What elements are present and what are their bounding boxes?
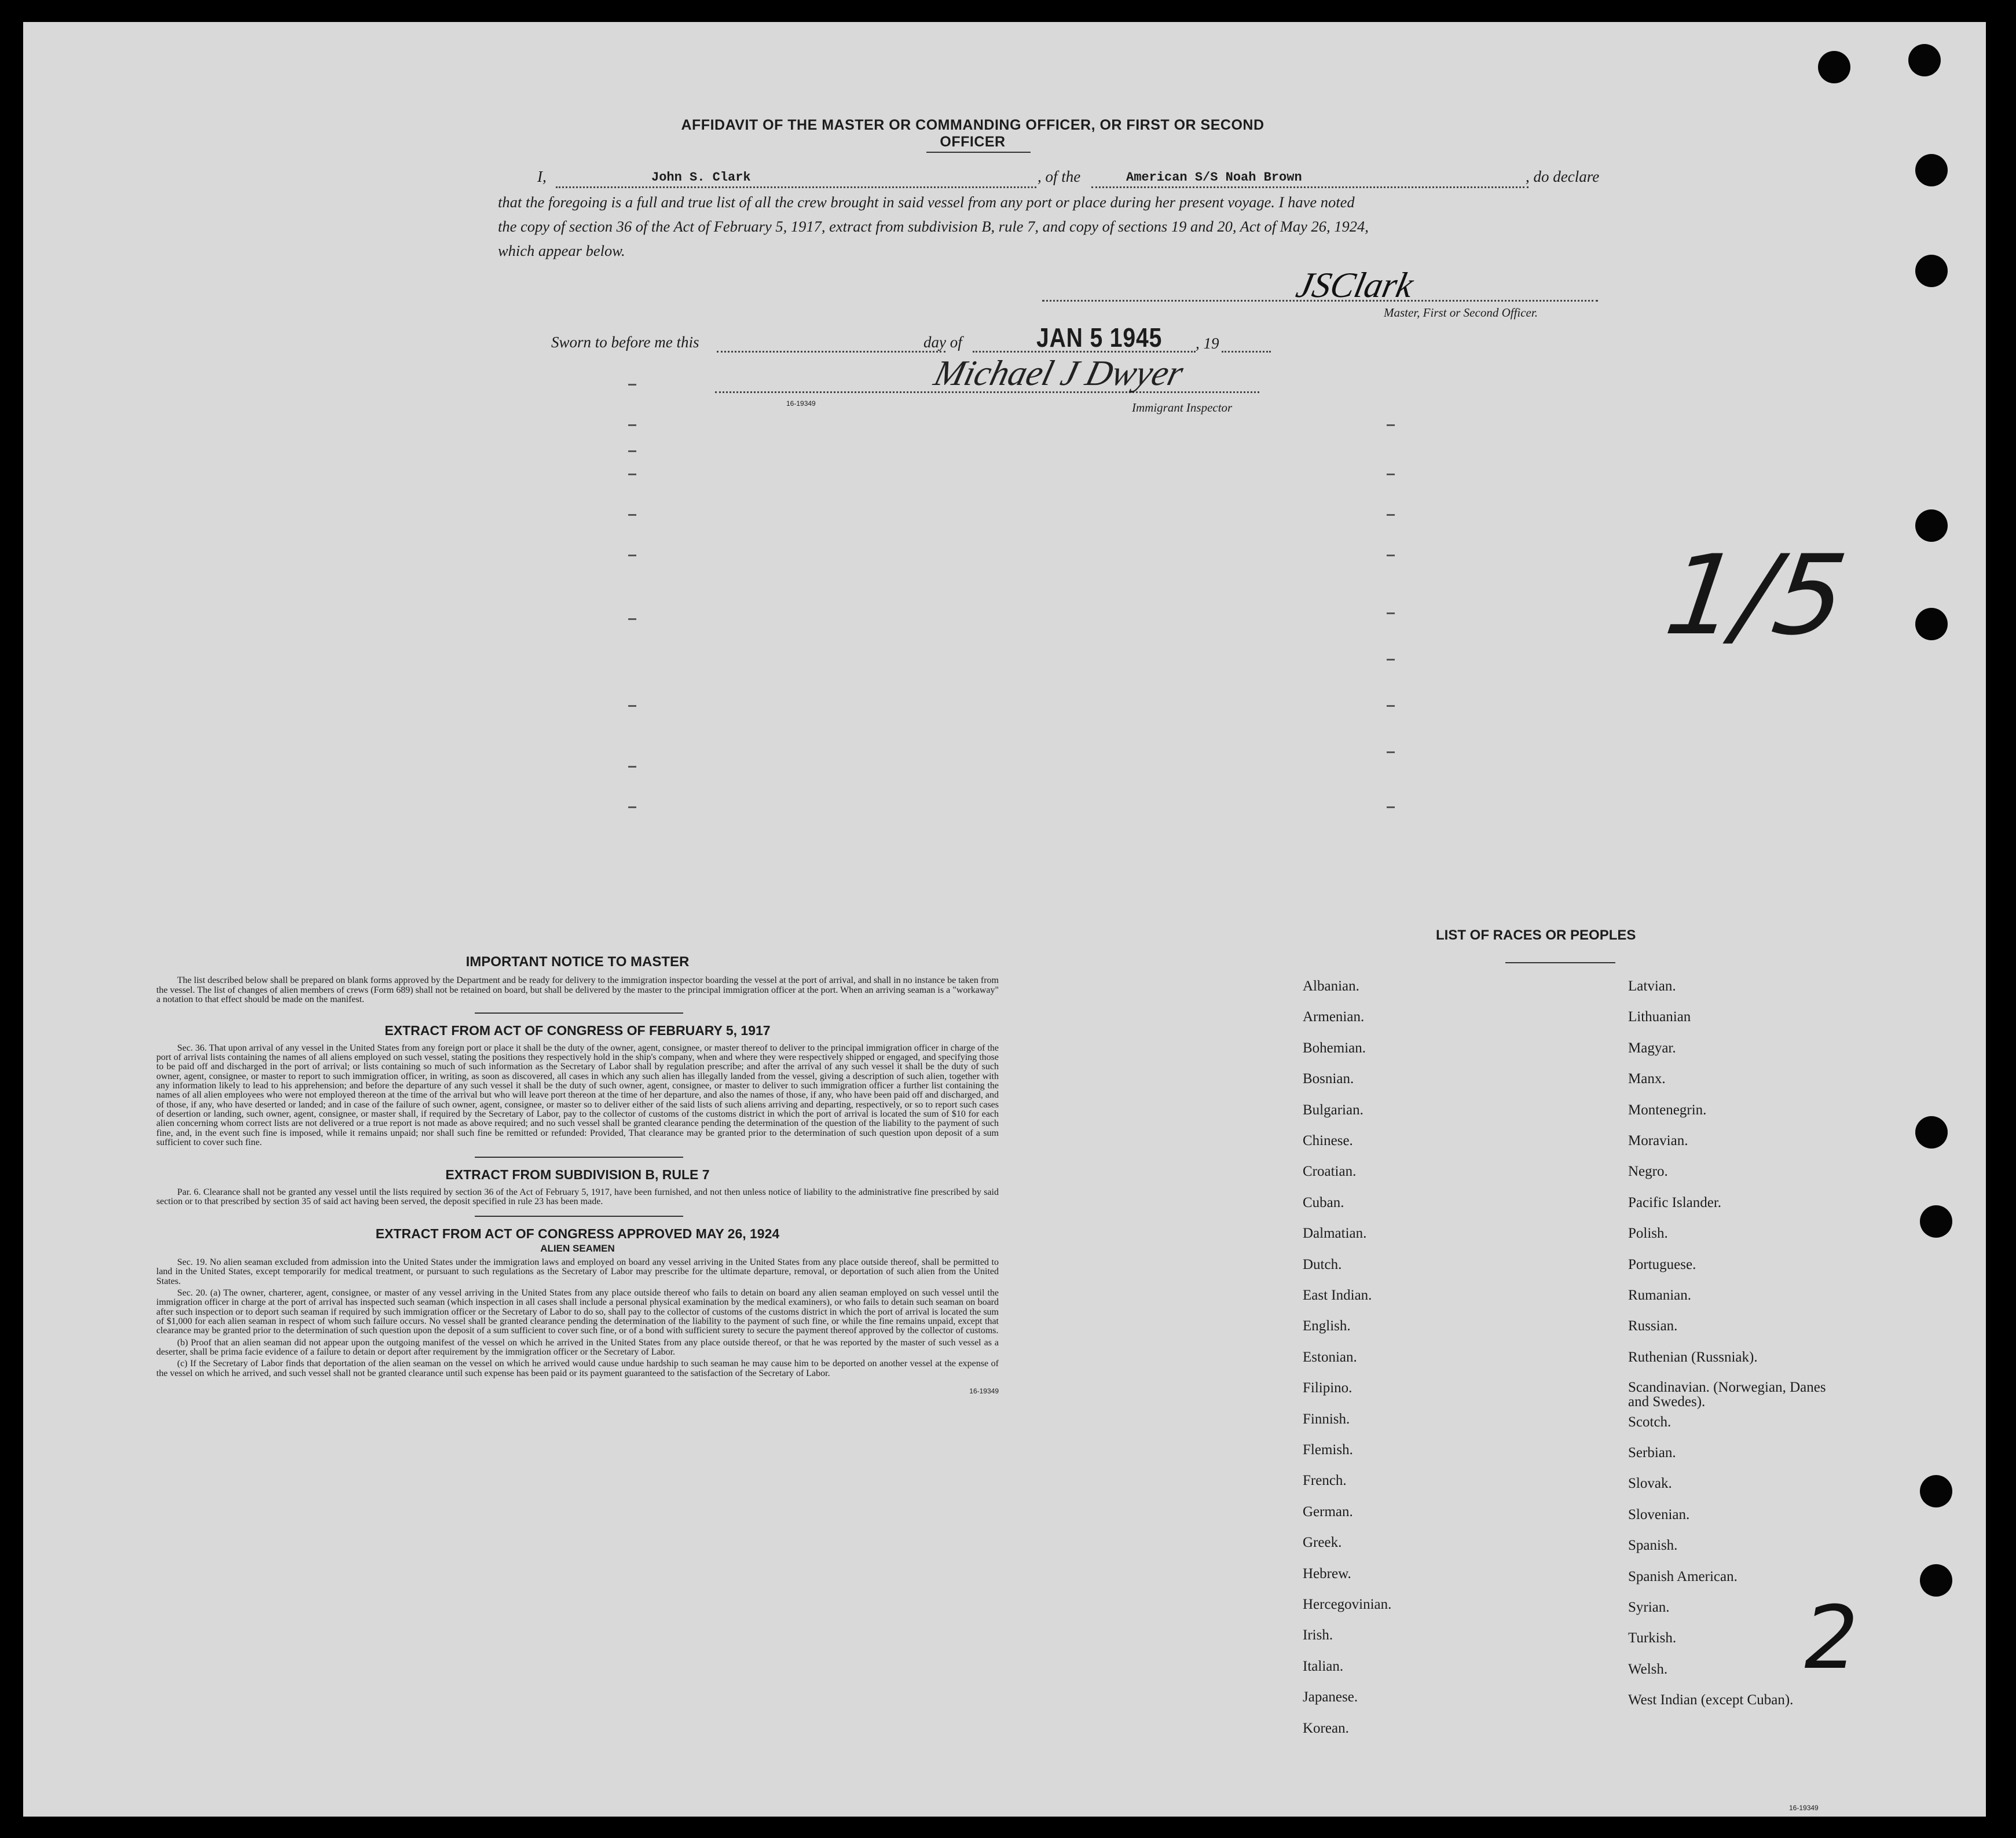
- race-item: Lithuanian: [1628, 1009, 1691, 1025]
- race-item: Slovak.: [1628, 1476, 1672, 1492]
- race-item: Ruthenian (Russniak).: [1628, 1349, 1758, 1365]
- do-declare-label: , do declare: [1526, 168, 1600, 185]
- race-item: Albanian.: [1303, 978, 1359, 994]
- race-item: Polish.: [1628, 1226, 1668, 1242]
- notice-section: [156, 955, 999, 1395]
- punch-hole: [1915, 509, 1948, 542]
- race-item: Estonian.: [1303, 1349, 1357, 1365]
- margin-dash: [1387, 705, 1395, 707]
- race-item: Armenian.: [1303, 1009, 1365, 1025]
- punch-hole: [1915, 154, 1948, 186]
- race-item: Korean.: [1303, 1720, 1349, 1736]
- of-the-label: , of the: [1038, 168, 1081, 185]
- vessel-name: American S/S Noah Brown: [1126, 170, 1302, 185]
- punch-hole: [1915, 608, 1948, 640]
- race-item: Spanish.: [1628, 1538, 1678, 1554]
- punch-hole: [1818, 51, 1850, 83]
- race-item: Serbian.: [1628, 1445, 1676, 1461]
- race-item: Greek.: [1303, 1535, 1342, 1551]
- notice-title: IMPORTANT NOTICE TO MASTER: [465, 954, 690, 970]
- name-line: [556, 186, 1036, 188]
- race-item: Italian.: [1303, 1658, 1344, 1674]
- margin-dash: [628, 424, 636, 426]
- punch-hole: [1908, 44, 1941, 76]
- race-item: Dutch.: [1303, 1256, 1342, 1272]
- i-label: I,: [537, 168, 547, 185]
- race-item: Irish.: [1303, 1627, 1333, 1643]
- race-item: Bosnian.: [1303, 1071, 1354, 1087]
- punch-hole: [1920, 1564, 1952, 1597]
- notice-rule-3: [475, 1216, 683, 1217]
- handwritten-page-mark: 1/5: [1658, 531, 1854, 659]
- master-name: John S. Clark: [651, 170, 751, 185]
- race-item: Slovenian.: [1628, 1506, 1690, 1523]
- race-item: Spanish American.: [1628, 1568, 1738, 1584]
- punch-hole: [1915, 255, 1948, 287]
- sec20c-body: (c) If the Secretary of Labor finds that deportation of the alien seaman on the vessel on which he arrived would cause undue hardship to such seaman he may cause him to be deported on another vessel at the expense of the vessel on which he arrived, and such vessel shall not be granted clearance until such expense has been paid or its payment guaranteed to the satisfaction of the Secretary of Labor.: [156, 1359, 999, 1378]
- margin-dash: [628, 514, 636, 516]
- extract3-subtitle: ALIEN SEAMEN: [540, 1242, 615, 1254]
- affidavit-line-3: which appear below.: [498, 242, 625, 259]
- extract1-body: Sec. 36. That upon arrival of any vessel in the United States from any foreign port or place it shall be the duty of the owner, agent, consignee, or master thereof to deliver to the principal immigration officer in charge of the port of arrival lists containing the names of all aliens employed on such vessel, stating the positions they respectively hold in the ship's company, when and where they were respectively shipped or engaged, and specifying those to be paid off and discharged in the port of arrival; or lists containing so much of such information as the Secretary of Labor shall by regulation prescribe; and after the arrival of any such vessel it shall be the duty of such owner, agent, consignee, or master to report to such immigration officer, in writing, as soon as discovered, all cases in which any such alien has illegally landed from the vessel, giving a description of such alien, together with any information likely to lead to his apprehension; and before the departure of any such vessel it shall be the duty of such owner, agent, consignee, or master to deliver to such immigration officer a further list containing the names of all alien employees who were not employed thereon at the time of the arrival but who will leave port thereon at the time of her departure, and also the names of those, if any, who have been paid off and discharged, and of those, if any, who have deserted or landed; and in case of the failure of such owner, agent, consignee, or master so to deliver either of the said lists of such aliens arriving and departing, respectively, or so to report such cases of desertion or landing, such owner, agent, consignee, or master shall, if required by the Secretary of Labor, pay to the collector of customs of the customs district in which the port of arrival is located the sum of $10 for each alien concerning whom correct lists are not delivered or a true report is not made as above required; and no such vessel shall be granted clearance pending the determination of the question of the liability to the payment of such fine, and, in the event such fine is imposed, while it remains unpaid; nor shall such fine be remitted or refunded: Provided, That clearance may be granted prior to the determination of such question upon deposit of a sum sufficient to cover such fine.: [156, 1043, 999, 1147]
- punch-hole: [1920, 1475, 1952, 1507]
- margin-dash: [1387, 806, 1395, 808]
- margin-dash: [628, 766, 636, 768]
- race-item: Montenegrin.: [1628, 1102, 1707, 1118]
- extract1-title: EXTRACT FROM ACT OF CONGRESS OF FEBRUARY 5, 1917: [384, 1023, 771, 1039]
- race-item: Croatian.: [1303, 1164, 1357, 1180]
- title-rule: [926, 152, 1031, 153]
- extract3-title: EXTRACT FROM ACT OF CONGRESS APPROVED MAY 26, 1924: [375, 1226, 780, 1242]
- year-line: [1222, 351, 1271, 353]
- margin-dash: [1387, 612, 1395, 614]
- race-item: Turkish.: [1628, 1630, 1677, 1646]
- margin-dash: [628, 474, 636, 475]
- race-item: East Indian.: [1303, 1287, 1372, 1303]
- sworn-day-line: [717, 351, 945, 353]
- handwritten-corner-mark: 2: [1794, 1588, 1868, 1689]
- extract2-title: EXTRACT FROM SUBDIVISION B, RULE 7: [445, 1167, 710, 1183]
- date-stamp: JAN 5 1945: [1036, 322, 1163, 353]
- race-item: Scandinavian. (Norwegian, Danes and Swedes).: [1628, 1380, 1826, 1410]
- race-item: Bohemian.: [1303, 1040, 1366, 1056]
- margin-dash: [628, 384, 636, 386]
- race-item: Russian.: [1628, 1318, 1678, 1334]
- race-item: Magyar.: [1628, 1040, 1676, 1056]
- master-signature: JSClark: [1292, 266, 1417, 305]
- vessel-line: [1091, 186, 1529, 188]
- form-sheet: [23, 22, 1986, 1817]
- race-item: West Indian (except Cuban).: [1628, 1692, 1794, 1708]
- race-item: Japanese.: [1303, 1689, 1358, 1705]
- punch-hole: [1920, 1205, 1952, 1238]
- race-item: Dalmatian.: [1303, 1226, 1367, 1242]
- sec20b-body: (b) Proof that an alien seaman did not appear upon the outgoing manifest of the vessel on which he arrived in the United States from any place outside thereof, or that he was reported by the master of such vessel as a deserter, shall be prima facie evidence of a failure to detain or deport after requirement by the immigration officer or the Secretary of Labor.: [156, 1337, 999, 1357]
- race-item: Scotch.: [1628, 1414, 1672, 1430]
- margin-dash: [1387, 424, 1395, 426]
- margin-dash: [628, 806, 636, 808]
- race-item: Latvian.: [1628, 978, 1676, 994]
- margin-dash: [628, 705, 636, 707]
- margin-dash: [1387, 555, 1395, 556]
- sec20a-body: Sec. 20. (a) The owner, charterer, agent, consignee, or master of any vessel arriving in the United States from any place outside thereof who fails to detain on board any alien seaman employed on such vessel until the immigration officer in charge at the port of arrival has inspected such seaman (which inspection in all cases shall include a personal physical examination by the medical examiners), or who fails to detain such seaman on board after such inspection or to deport such seaman if required by such immigration officer or the Secretary of Labor to do so, shall pay to the collector of customs of the customs district in which the port of arrival is located the sum of $1,000 for each alien seaman in respect of whom such failure occurs. No vessel shall be granted clearance pending the determination of the liability to the payment of such fine, or while the fine remains unpaid, except that clearance may be granted prior to the determination of such question upon the deposit of a sum sufficient to cover such fine, or of a bond with sufficient surety to secure the payment thereof approved by the collector of customs.: [156, 1288, 999, 1336]
- race-item: Cuban.: [1303, 1194, 1344, 1210]
- margin-dash: [1387, 474, 1395, 475]
- margin-dash: [1387, 659, 1395, 661]
- notice-form-no: 16-19349: [969, 1386, 999, 1395]
- race-item: Bulgarian.: [1303, 1102, 1363, 1118]
- race-item: Chinese.: [1303, 1133, 1353, 1149]
- sworn-label: Sworn to before me this: [551, 333, 699, 351]
- margin-dash: [628, 555, 636, 556]
- punch-hole: [1915, 1116, 1948, 1149]
- affidavit-line-2: the copy of section 36 of the Act of February 5, 1917, extract from subdivision B, rule 7, and copy of sections 19 and 20, Act of May 26, 1924,: [498, 218, 1369, 235]
- race-item: Hebrew.: [1303, 1565, 1351, 1582]
- race-item: Negro.: [1628, 1164, 1668, 1180]
- signer-role: Master, First or Second Officer.: [1384, 306, 1538, 320]
- inspector-signature: Michael J Dwyer: [930, 354, 1187, 393]
- races-title: LIST OF RACES OR PEOPLES: [1436, 927, 1636, 943]
- race-item: Portuguese.: [1628, 1256, 1696, 1272]
- affidavit-form-no: 16-19349: [786, 399, 816, 408]
- race-item: Filipino.: [1303, 1380, 1352, 1396]
- affidavit-title: AFFIDAVIT OF THE MASTER OR COMMANDING OFFICER, OR FIRST OR SECOND OFFICER: [681, 117, 1264, 150]
- race-item: Pacific Islander.: [1628, 1194, 1722, 1210]
- race-item: Flemish.: [1303, 1442, 1353, 1458]
- notice-body: The list described below shall be prepared on blank forms approved by the Department and be ready for delivery to the immigration inspector boarding the vessel at the port of arrival, and shall in no instance be taken from the vessel. The list of changes of alien members of crews (Form 689) shall not be retained on board, but shall be delivered by the master to the principal immigration officer at the port. When an arriving seaman is a "workaway" a notation to that effect should be made on the manifest.: [156, 975, 999, 1005]
- race-item: Hercegovinian.: [1303, 1597, 1392, 1612]
- race-item: Syrian.: [1628, 1599, 1670, 1615]
- race-item: French.: [1303, 1473, 1347, 1489]
- margin-dash: [1387, 751, 1395, 753]
- year-suffix: , 19: [1196, 335, 1219, 352]
- inspector-role: Immigrant Inspector: [1132, 401, 1233, 414]
- sec19-body: Sec. 19. No alien seaman excluded from admission into the United States under the immigration laws and employed on board any vessel arriving in the United States from any place outside thereof, shall be permitted to land in the United States, except temporarily for medical treatment, or pursuant to such regulations as the Secretary of Labor may prescribe for the ultimate departure, removal, or deportation of such alien from the United States.: [156, 1257, 999, 1286]
- margin-dash: [628, 618, 636, 620]
- margin-dash: [1387, 514, 1395, 516]
- notice-rule-1: [475, 1012, 683, 1014]
- races-rule: [1505, 962, 1615, 963]
- race-item: English.: [1303, 1318, 1351, 1334]
- race-item: Welsh.: [1628, 1661, 1668, 1677]
- race-item: Rumanian.: [1628, 1287, 1692, 1303]
- race-item: Manx.: [1628, 1071, 1666, 1087]
- race-item: Finnish.: [1303, 1411, 1350, 1427]
- race-item: German.: [1303, 1503, 1353, 1520]
- race-item: Moravian.: [1628, 1133, 1688, 1149]
- races-form-no: 16-19349: [1789, 1804, 1819, 1812]
- day-of-label: day of: [923, 333, 962, 351]
- margin-dash: [628, 450, 636, 452]
- extract2-body: Par. 6. Clearance shall not be granted any vessel until the lists required by section 36 of the Act of February 5, 1917, have been furnished, and not then unless notice of liability to the administrative fine prescribed by said section or to that prescribed by section 35 of said act having been served, the deposit specified in rule 23 has been made.: [156, 1187, 999, 1207]
- affidavit-line-1: that the foregoing is a full and true list of all the crew brought in said vessel from any port or place during her present voyage. I have noted: [498, 193, 1355, 211]
- notice-rule-2: [475, 1157, 683, 1158]
